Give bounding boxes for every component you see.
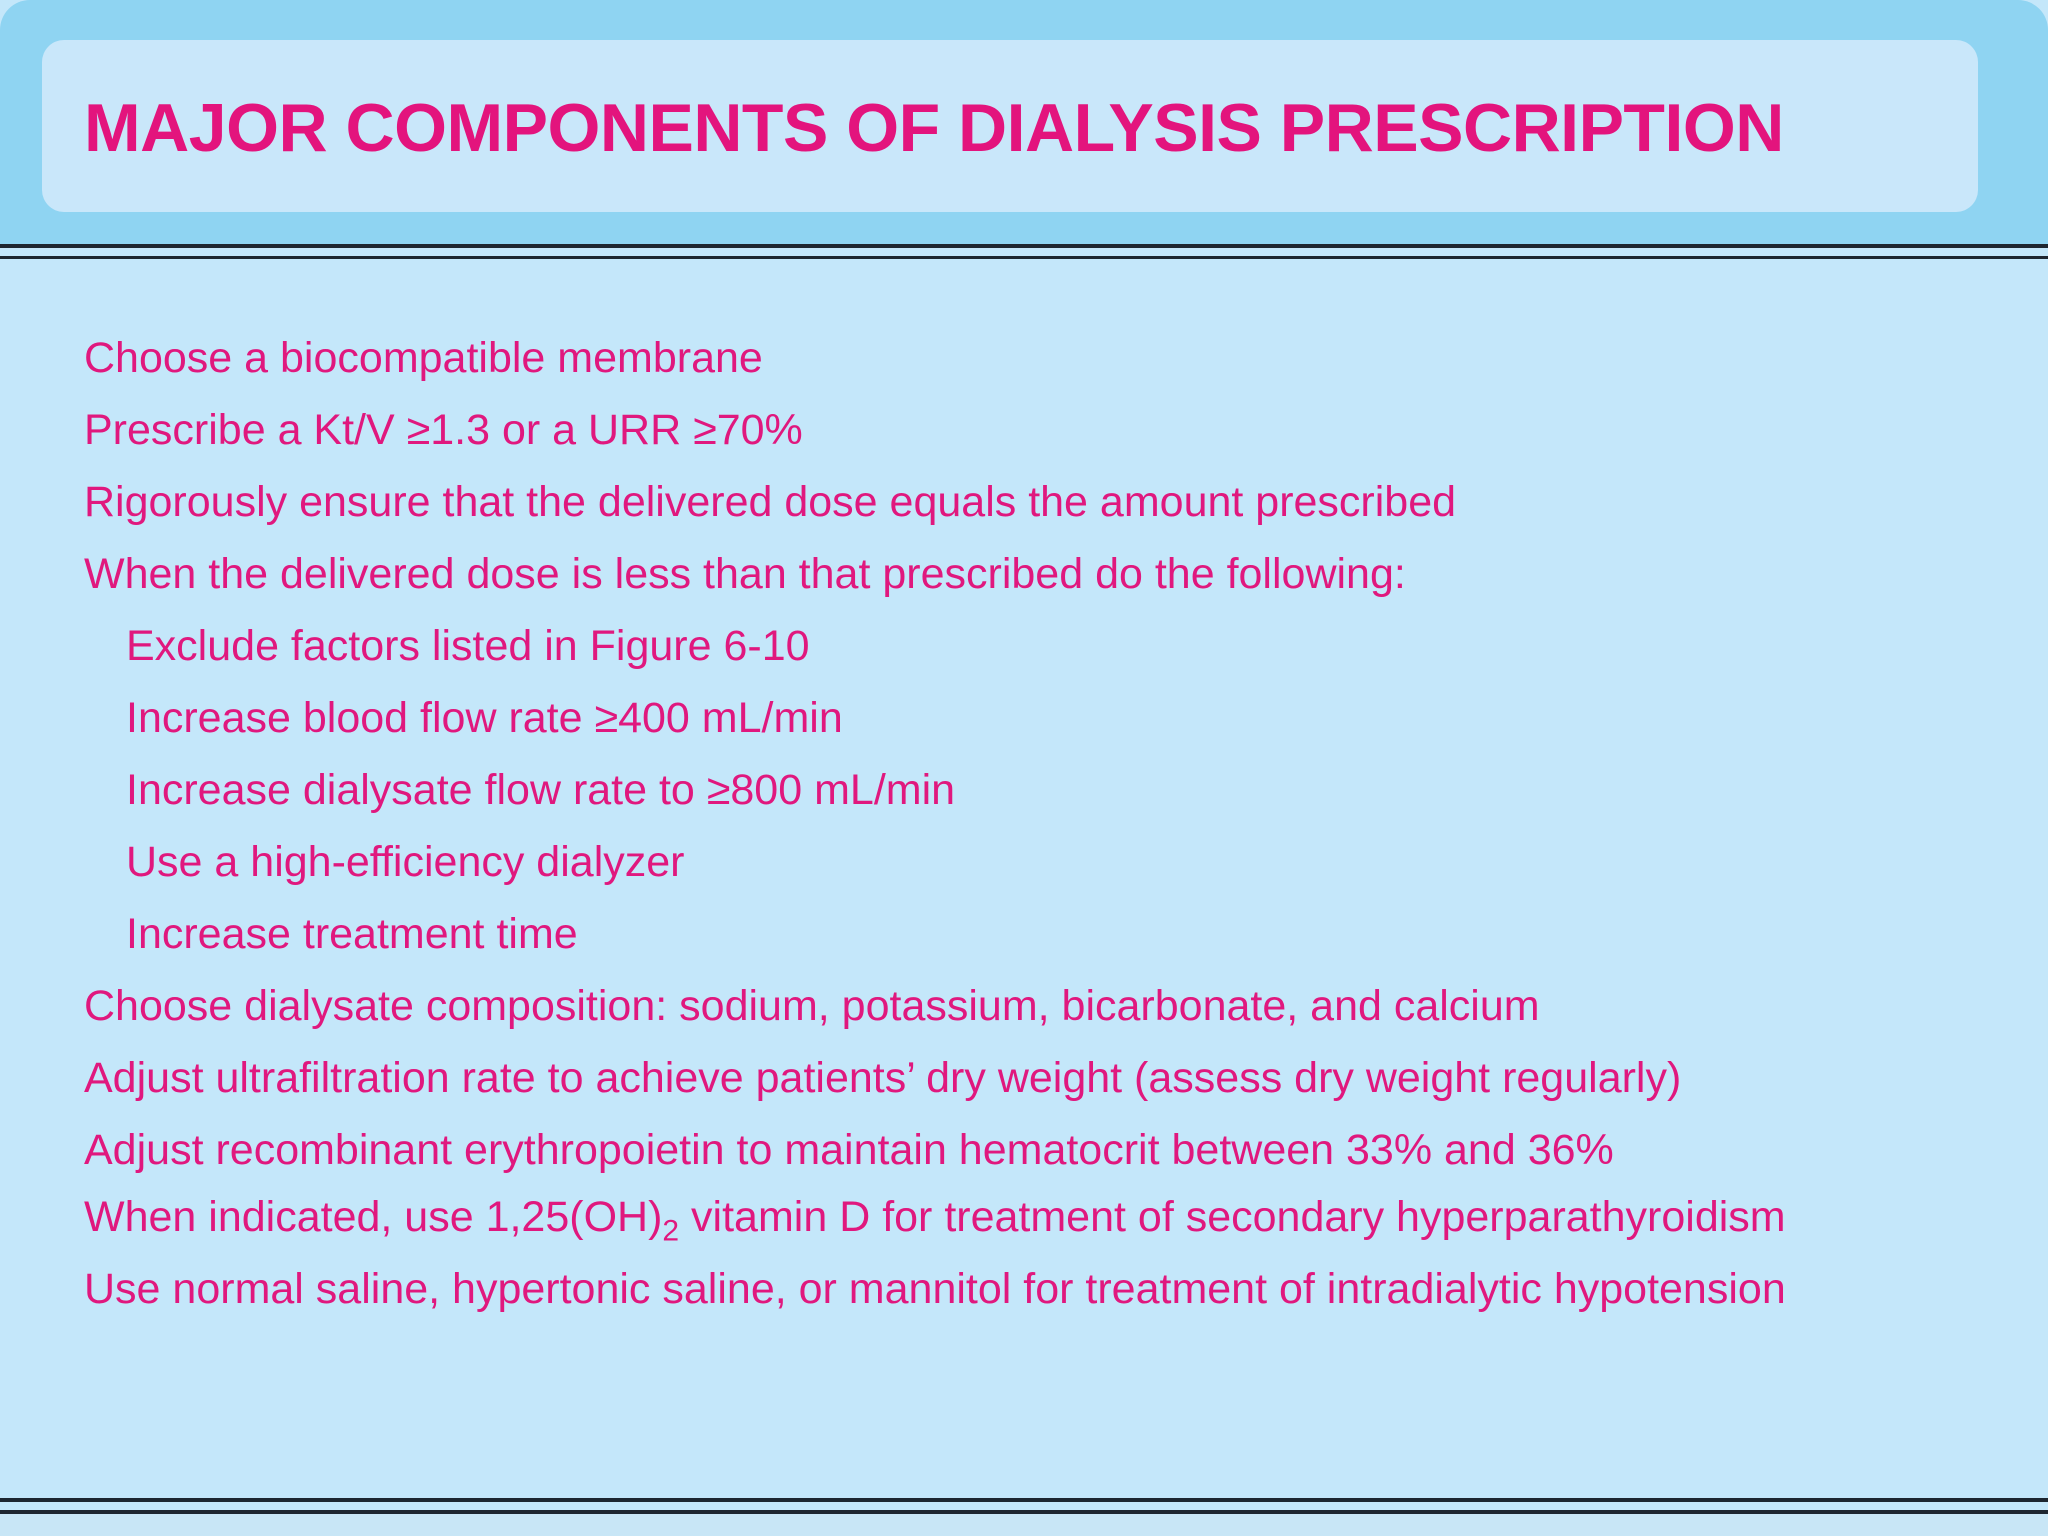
prescription-list (84, 322, 2024, 1330)
sub-list-item: Increase dialysate flow rate to ≥800 mL/min (126, 766, 956, 814)
sub-list-item: Increase treatment time (126, 910, 578, 958)
list-item: Rigorously ensure that the delivered dose equals the amount prescribed (84, 478, 1457, 526)
list-item: Choose a biocompatible membrane (84, 334, 763, 382)
list-item: Use normal saline, hypertonic saline, or mannitol for treatment of intradialytic hypotension (84, 1265, 1786, 1313)
list-item (84, 1186, 2024, 1248)
top-rule-secondary (0, 256, 2048, 259)
list-item: Choose dialysate composition: sodium, potassium, bicarbonate, and calcium (84, 982, 1540, 1030)
list-item: Prescribe a Kt/V ≥1.3 or a URR ≥70% (84, 406, 803, 454)
list-item: Adjust recombinant erythropoietin to maintain hematocrit between 33% and 36% (84, 1126, 1614, 1174)
slide-title: MAJOR COMPONENTS OF DIALYSIS PRESCRIPTION (84, 90, 1784, 166)
list-item: Adjust ultrafiltration rate to achieve patients’ dry weight (assess dry weight regularly) (84, 1054, 1682, 1102)
list-item-text-before: When indicated, use 1,25(OH) (84, 1193, 663, 1241)
subscript-two: 2 (662, 1214, 680, 1248)
top-rule (0, 244, 2048, 248)
list-item-text-after: vitamin D for treatment of secondary hyperparathyroidism (679, 1193, 1786, 1241)
bottom-strip (0, 1514, 2048, 1536)
list-item: When the delivered dose is less than that prescribed do the following: (84, 550, 1406, 598)
bottom-rule (0, 1498, 2048, 1502)
sub-list-item: Use a high-efficiency dialyzer (126, 838, 685, 886)
sub-list-item: Increase blood flow rate ≥400 mL/min (126, 694, 843, 742)
sub-list-item: Exclude factors listed in Figure 6-10 (126, 622, 810, 670)
